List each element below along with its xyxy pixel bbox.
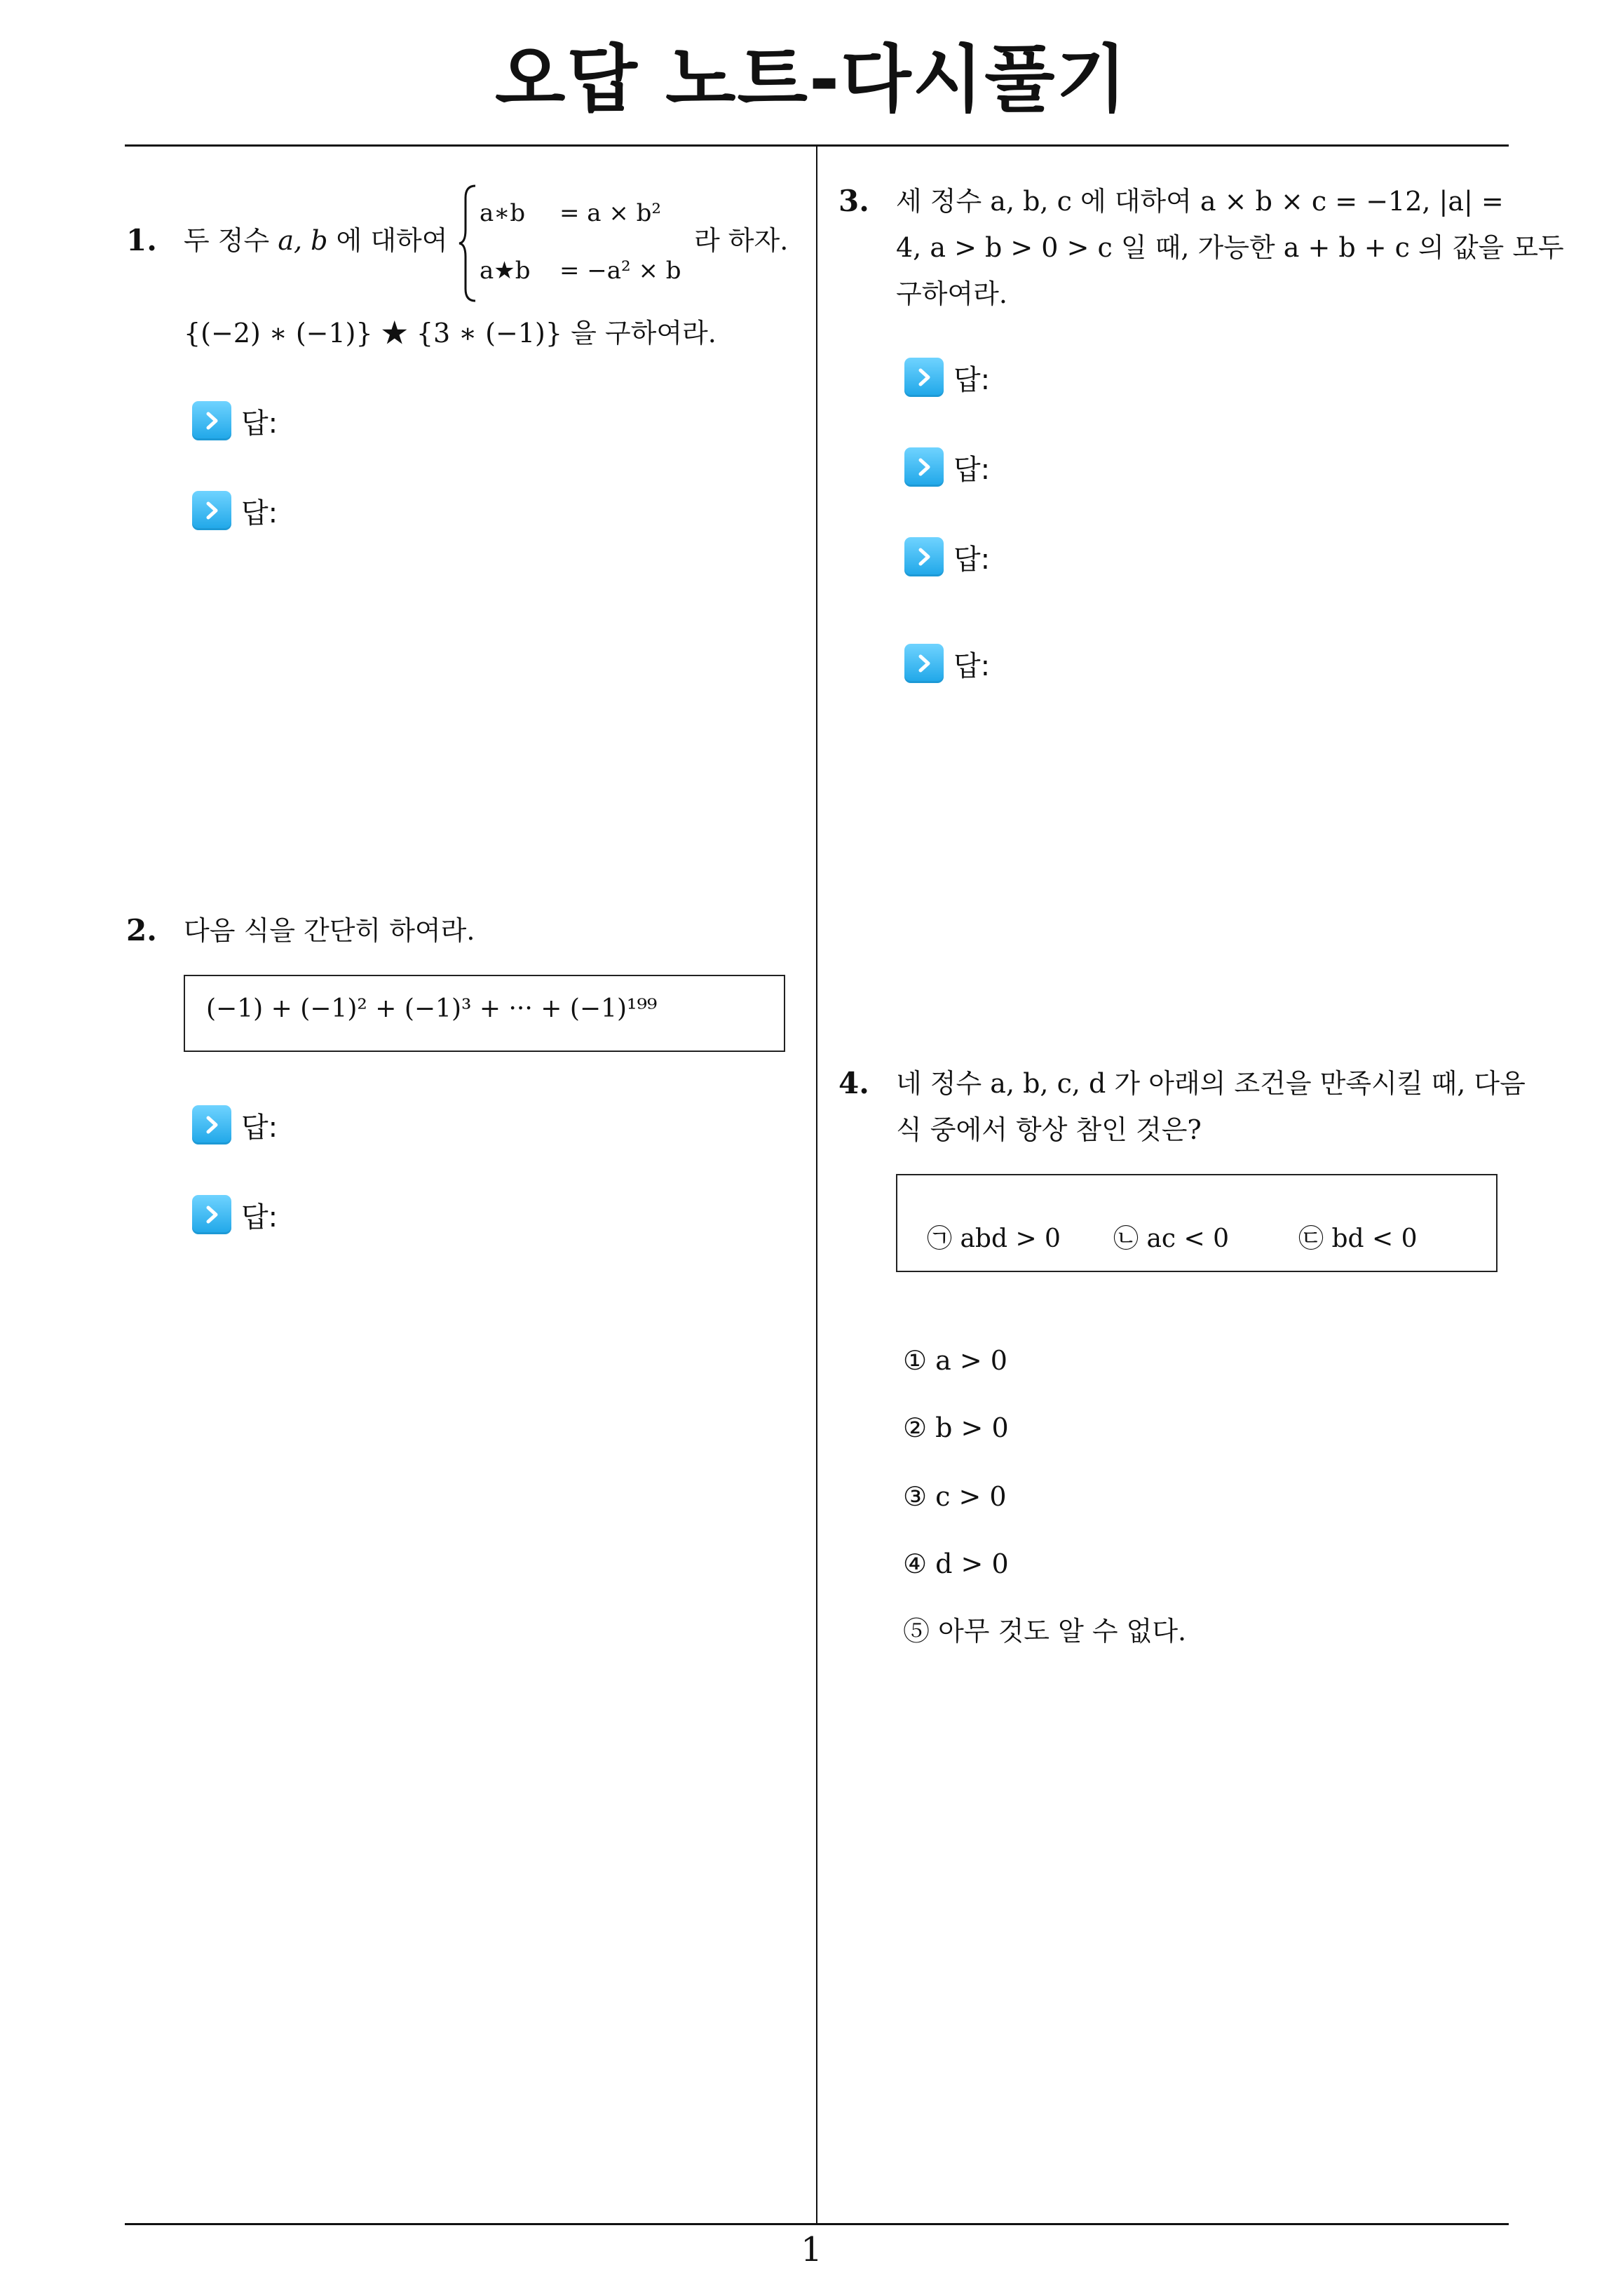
choice-3[interactable]: ③ c > 0 xyxy=(903,1481,1007,1512)
choice-1[interactable]: ① a > 0 xyxy=(903,1345,1007,1376)
chevron-right-icon xyxy=(904,644,944,683)
chevron-right-icon xyxy=(904,358,944,397)
system-row-2-rhs: = −a² × b xyxy=(559,257,681,285)
boxed-expression: (−1) + (−1)² + (−1)³ + ··· + (−1)¹⁹⁹ xyxy=(206,994,658,1023)
answer-label: 답: xyxy=(953,543,991,576)
question-line-2: 4, a > b > 0 > c 일 때, 가능한 a + b + c 의 값을 모두 xyxy=(896,232,1564,263)
chevron-right-icon xyxy=(904,447,944,487)
answer-label: 답: xyxy=(953,363,991,396)
answer-field[interactable] xyxy=(904,536,990,578)
intro-prefix: 두 정수 xyxy=(184,225,270,256)
choice-4[interactable]: ④ d > 0 xyxy=(903,1548,1009,1579)
answer-field[interactable] xyxy=(192,489,278,532)
condition-3: ㉢ bd < 0 xyxy=(1298,1224,1418,1253)
choice-5[interactable]: ⑤ 아무 것도 알 수 없다. xyxy=(903,1616,1187,1647)
answer-field[interactable] xyxy=(904,642,990,684)
chevron-right-icon xyxy=(192,1105,231,1144)
answer-label: 답: xyxy=(241,1111,278,1144)
question-line-3: 구하여라. xyxy=(896,278,1007,309)
answer-label: 답: xyxy=(241,1201,278,1234)
intro-suffix: 에 대하여 xyxy=(336,225,448,256)
intro-vars: a, b xyxy=(278,225,328,256)
answer-field[interactable] xyxy=(904,356,990,398)
question-number: 2. xyxy=(126,913,157,947)
system-row-1-lhs: a∗b xyxy=(480,199,526,227)
chevron-right-icon xyxy=(192,1195,231,1234)
answer-field[interactable] xyxy=(192,400,278,442)
answer-field[interactable] xyxy=(192,1104,278,1146)
answer-label: 답: xyxy=(241,407,278,440)
page-title: 오답 노트-다시풀기 xyxy=(494,36,1129,122)
question-line-2: 식 중에서 항상 참인 것은? xyxy=(896,1114,1202,1145)
question-expression-line xyxy=(184,310,717,356)
answer-label: 답: xyxy=(241,497,278,529)
question-number: 3. xyxy=(838,184,869,218)
page-number: 1 xyxy=(801,2230,822,2269)
expression: {(−2) ∗ (−1)} ★ {3 ∗ (−1)} xyxy=(184,318,563,349)
question-intro xyxy=(184,217,447,264)
chevron-right-icon xyxy=(904,537,944,576)
question-number: 4. xyxy=(838,1066,869,1100)
answer-label: 답: xyxy=(953,453,991,486)
after-system-text: 라 하자. xyxy=(694,225,789,256)
expression-box xyxy=(184,975,785,1052)
question-line-1: 네 정수 a, b, c, d 가 아래의 조건을 만족시킬 때, 다음 xyxy=(896,1068,1526,1099)
condition-2: ㉡ ac < 0 xyxy=(1113,1224,1230,1253)
conditions-box xyxy=(896,1174,1498,1272)
chevron-right-icon xyxy=(192,491,231,530)
footer-divider xyxy=(125,2223,1509,2225)
answer-label: 답: xyxy=(953,649,991,682)
condition-1: ㉠ abd > 0 xyxy=(927,1224,1061,1253)
system-row-1-rhs: = a × b² xyxy=(559,199,662,227)
question-line-1: 세 정수 a, b, c 에 대하여 a × b × c = −12, |a| = xyxy=(896,186,1504,217)
system-row-2-lhs: a★b xyxy=(480,257,531,285)
chevron-right-icon xyxy=(192,401,231,440)
column-divider xyxy=(816,146,817,2224)
system-brace xyxy=(457,184,478,303)
answer-field[interactable] xyxy=(904,446,990,488)
ask-text: 을 구하여라. xyxy=(571,318,717,349)
choice-2[interactable]: ② b > 0 xyxy=(903,1412,1009,1443)
answer-field[interactable] xyxy=(192,1194,278,1236)
question-number: 1. xyxy=(126,223,157,257)
question-prompt: 다음 식을 간단히 하여라. xyxy=(184,915,475,946)
